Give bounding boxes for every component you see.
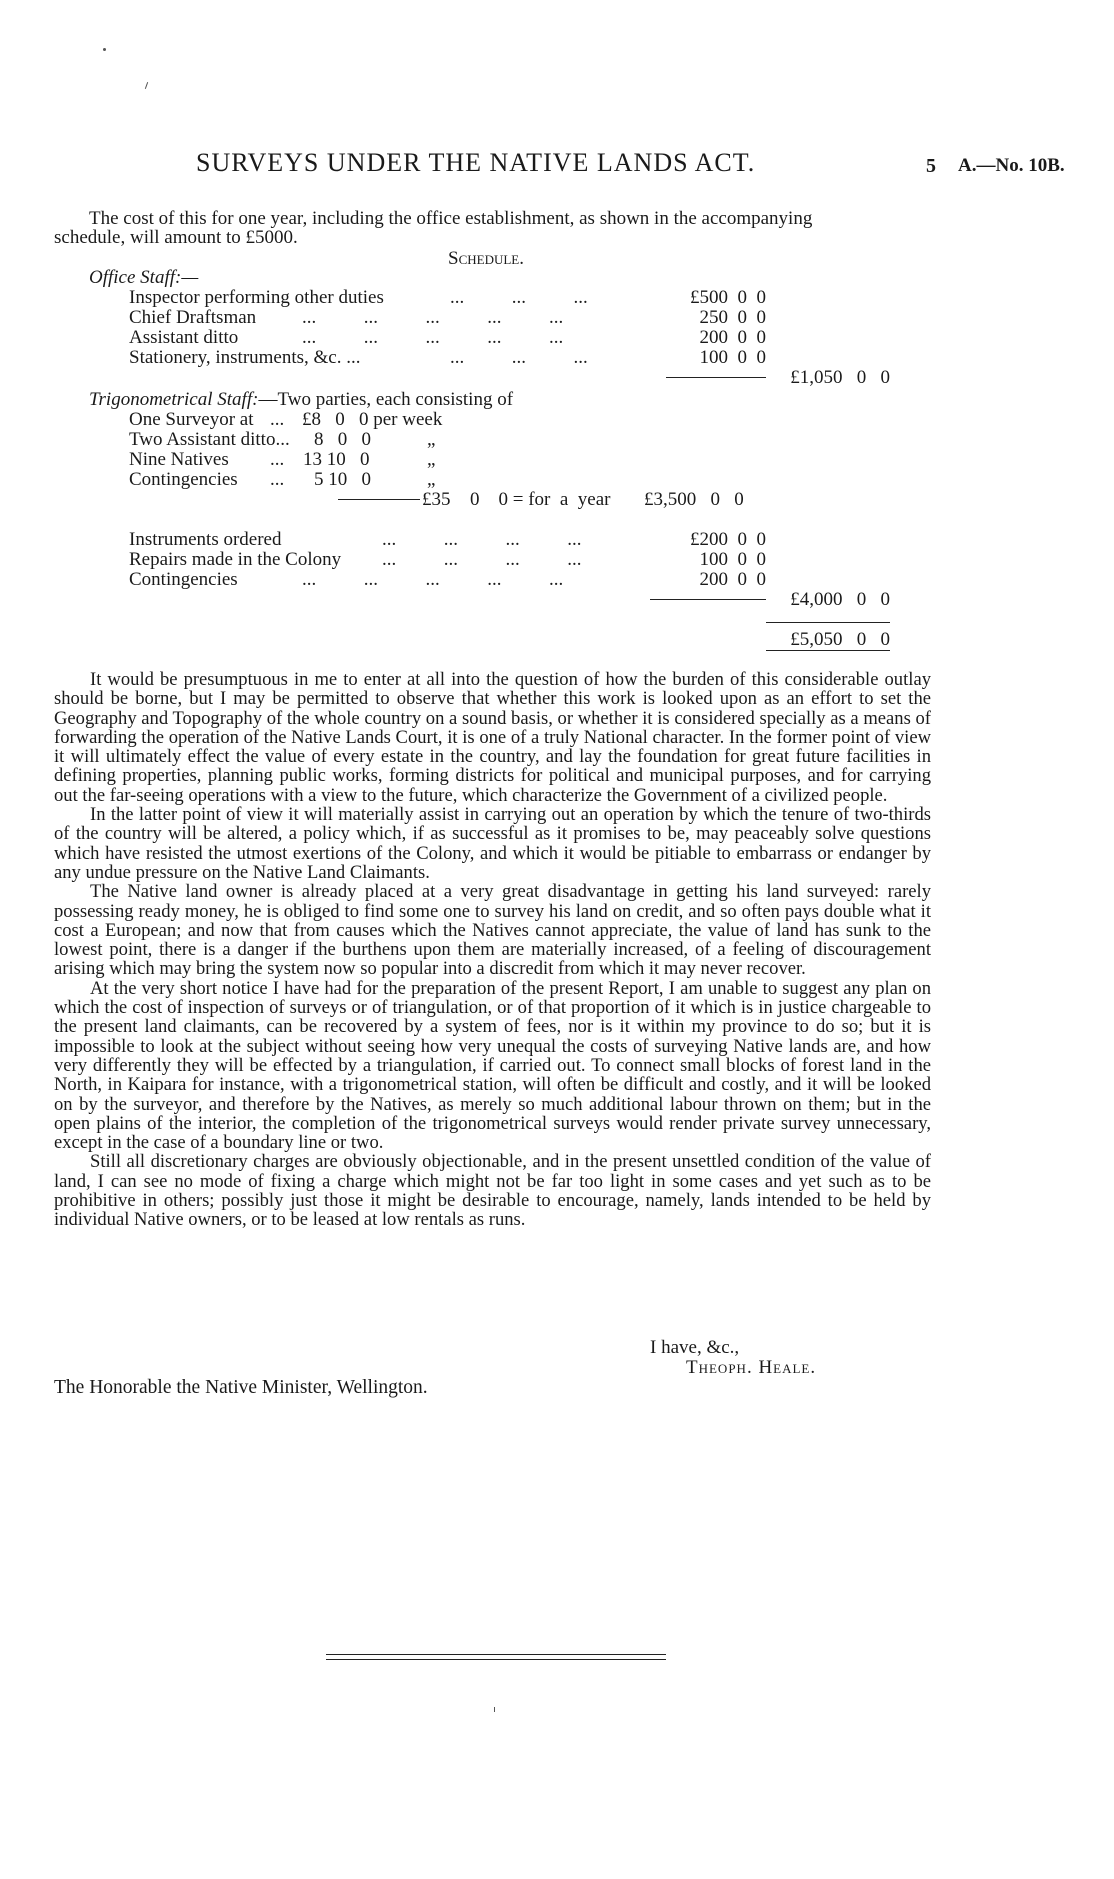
page-number: 5 (926, 155, 936, 177)
ditto-mark: „ (427, 449, 436, 470)
schedule-item-amount: 200 0 0 (699, 569, 766, 590)
subtotal-leader-line (338, 499, 420, 500)
schedule-item-label: Assistant ditto (129, 327, 239, 348)
schedule-item-dots: ... ... ... (450, 287, 588, 308)
ink-speck (494, 1707, 495, 1712)
schedule-item-amount: £200 0 0 (690, 529, 766, 550)
schedule-item-dots: ... ... ... (450, 347, 588, 368)
schedule-item-amount: £8 0 0 per week (302, 409, 443, 430)
schedule-item-amount: 5 10 0 (314, 469, 371, 490)
footer-rule-bottom (326, 1659, 666, 1660)
closing: I have, &c., (650, 1337, 740, 1358)
body-paragraph: It would be presumptuous in me to enter at all into the question of how the burden of this considerable outlay should be borne, but I may be permitted to observe that whether this work is looked upon as an effort to set the Geography and Topography of the whole country on a sound basis, or whether it is considered specially as a means of forwarding the operation of the Native Lands Court, it is one of a truly National character. In the former point of view it will ultimately effect the value of every estate in the country, and lay the foundation for great future facilities in defining properties, planning public works, forming districts for political and municipal purposes, and for carrying out the far-seeing operations with a view to the future, which characterize the Government of a civilized people. (54, 669, 931, 806)
footer-rule-top (326, 1654, 666, 1655)
schedule-item-dots: ... (270, 449, 285, 470)
body-paragraph: At the very short notice I have had for the preparation of the present Report, I am unable to suggest any plan on which the cost of inspection of surveys or of triangulation, or of that proportion of it which is in justice chargeable to the present land claimants, can be recovered by a system of fees, nor is it within my province to do so; but it is impossible to look at the subject without seeing how very unequal the costs of surveying Native lands are, and how very differently they will be effected by a triangulation, if carried out. To connect small blocks of forest land in the North, in Kaipara for instance, with a trigonometrical station, will often be difficult and costly, and it will be looked on by the surveyor, and therefore by the Natives, as merely so much additional labour thrown on them; but in the open plains of the interior, the completion of the trigonometrical surveys would render private survey unnecessary, except in the case of a boundary line or two. (54, 977, 931, 1154)
grand-total-rule-top (766, 622, 890, 623)
schedule-item-label: Nine Natives (129, 449, 229, 470)
schedule-item-dots: ... ... ... ... (382, 529, 582, 550)
schedule-heading: Schedule. (448, 248, 524, 269)
intro-line-2: schedule, will amount to £5000. (54, 227, 298, 248)
schedule-item-label: Contingencies (129, 569, 238, 590)
schedule-item-amount: 250 0 0 (699, 307, 766, 328)
trig-staff-label-rest: —Two parties, each consisting of (258, 389, 514, 410)
schedule-item-dots: ... ... ... ... ... (302, 327, 564, 348)
body-paragraph: Still all discretionary charges are obviously objectionable, and in the present unsettled condition of the value of land, I can see no mode of fixing a charge which might not be far too light in some cases and yet such as to be prohibitive in others; possibly just those it might be desirable to encourage, namely, lands intended to be held by individual Native owners, or to be leased at low rentals as runs. (54, 1151, 931, 1231)
schedule-item-label: Inspector performing other duties (129, 287, 384, 308)
trig-staff-label: Trigonometrical Staff: (89, 389, 259, 410)
schedule-item-amount: 8 0 0 (314, 429, 371, 450)
schedule-item-dots: ... ... ... ... ... (302, 307, 564, 328)
body-paragraph: The Native land owner is already placed at a very great disadvantage in getting his land surveyed: rarely possessing ready money, he is obliged to find some one to survey his land on credit, and so often pays double what it cost a European; and now that from causes which the Natives cannot appreciate, the value of land has sunk to the lowest point, there is a danger if the burthens upon them are materially increased, of a feeling of discouragement arising which may bring the system now so popular into a discredit from which it may never recover. (54, 881, 931, 980)
page-title: SURVEYS UNDER THE NATIVE LANDS ACT. (196, 148, 756, 177)
office-staff-total: £1,050 0 0 (790, 367, 890, 388)
schedule-item-label: Instruments ordered (129, 529, 282, 550)
schedule-item-dots: ... ... ... ... (382, 549, 582, 570)
schedule-item-label: One Surveyor at (129, 409, 254, 430)
ink-speck (103, 48, 106, 51)
schedule-item-amount: 100 0 0 (699, 549, 766, 570)
signature: Theoph. Heale. (686, 1357, 817, 1378)
trig-subtotal-rest: 0 0 = for a year (470, 489, 611, 510)
ink-speck (145, 82, 148, 89)
grand-total: £5,050 0 0 (790, 629, 890, 650)
total-leader-line (666, 377, 766, 378)
schedule-item-dots: ... (270, 469, 285, 490)
ditto-mark: „ (427, 429, 436, 450)
schedule-item-amount: £500 0 0 (690, 287, 766, 308)
intro-line-1: The cost of this for one year, including the office establishment, as shown in the accompanying (89, 208, 813, 229)
schedule-item-label: Stationery, instruments, &c. ... (129, 347, 361, 368)
schedule-item-label: Contingencies (129, 469, 238, 490)
grand-total-rule-bottom (766, 650, 890, 651)
document-reference: A.—No. 10B. (958, 155, 1065, 176)
body-paragraph: In the latter point of view it will materially assist in carrying out an operation by which the tenure of two-thirds of the country will be altered, a policy which, if as successful as it promises to be, may peaceably solve questions which have resisted the utmost exertions of the Colony, and which it would be pitiable to embarrass or endanger by any undue pressure on the Native Land Claimants. (54, 804, 931, 883)
trig-staff-heading (89, 389, 513, 411)
letter-body (54, 670, 931, 1230)
schedule-item-amount: 100 0 0 (699, 347, 766, 368)
schedule-item-amount: 13 10 0 (303, 449, 370, 470)
total-leader-line (650, 599, 766, 600)
trig-subtotal: £35 (422, 489, 451, 510)
schedule-item-dots: ... ... ... ... ... (302, 569, 564, 590)
office-staff-label: Office Staff:— (89, 267, 199, 288)
trig-year-amount: £3,500 0 0 (644, 489, 744, 510)
schedule-item-dots: ... (270, 409, 285, 430)
schedule-item-label: Repairs made in the Colony (129, 549, 342, 570)
schedule-item-amount: 200 0 0 (699, 327, 766, 348)
addressee: The Honorable the Native Minister, Wellington. (54, 1377, 428, 1398)
other-total: £4,000 0 0 (790, 589, 890, 610)
schedule-item-label: Chief Draftsman (129, 307, 257, 328)
ditto-mark: „ (427, 469, 436, 490)
schedule-item-label: Two Assistant ditto... (129, 429, 290, 450)
